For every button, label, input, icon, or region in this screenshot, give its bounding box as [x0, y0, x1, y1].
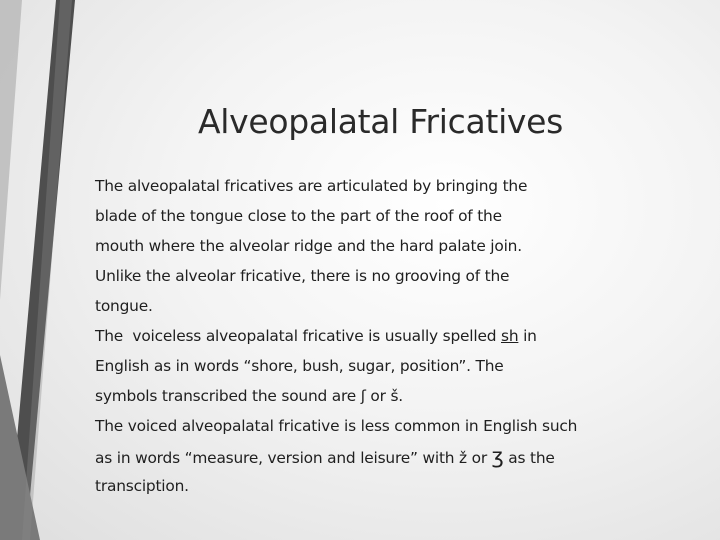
body-line-9: The voiced alveopalatal fricative is less common in English such — [95, 417, 578, 435]
body-line-3: mouth where the alveolar ridge and the hard palate join. — [95, 237, 522, 255]
body-line-7: English as in words “shore, bush, sugar, position”. The — [95, 357, 504, 375]
slide-title: Alveopalatal Fricatives — [198, 102, 564, 141]
line10-post: as the — [503, 449, 555, 467]
body-line-11: transciption. — [95, 477, 189, 495]
line10-pre: as in words “measure, version and leisure” with ž or — [95, 449, 492, 467]
slide-body — [95, 171, 655, 501]
body-line-8: symbols transcribed the sound are ʃ or š. — [95, 387, 403, 405]
body-line-5: tongue. — [95, 297, 153, 315]
line6-pre: The voiceless alveopalatal fricative is usually spelled — [95, 327, 501, 345]
spelling-sh: sh — [501, 327, 519, 345]
decor-stripe-light-2 — [22, 0, 72, 540]
body-line-4: Unlike the alveolar fricative, there is no grooving of the — [95, 267, 510, 285]
line6-post: in — [518, 327, 537, 345]
ezh-symbol: ʒ — [491, 444, 504, 468]
decor-stripe-light — [0, 0, 22, 300]
body-line-10 — [95, 441, 655, 471]
body-line-6 — [95, 321, 655, 351]
body-line-1: The alveopalatal fricatives are articulated by bringing the — [95, 177, 528, 195]
side-decoration — [0, 0, 90, 540]
body-line-2: blade of the tongue close to the part of the roof of the — [95, 207, 502, 225]
